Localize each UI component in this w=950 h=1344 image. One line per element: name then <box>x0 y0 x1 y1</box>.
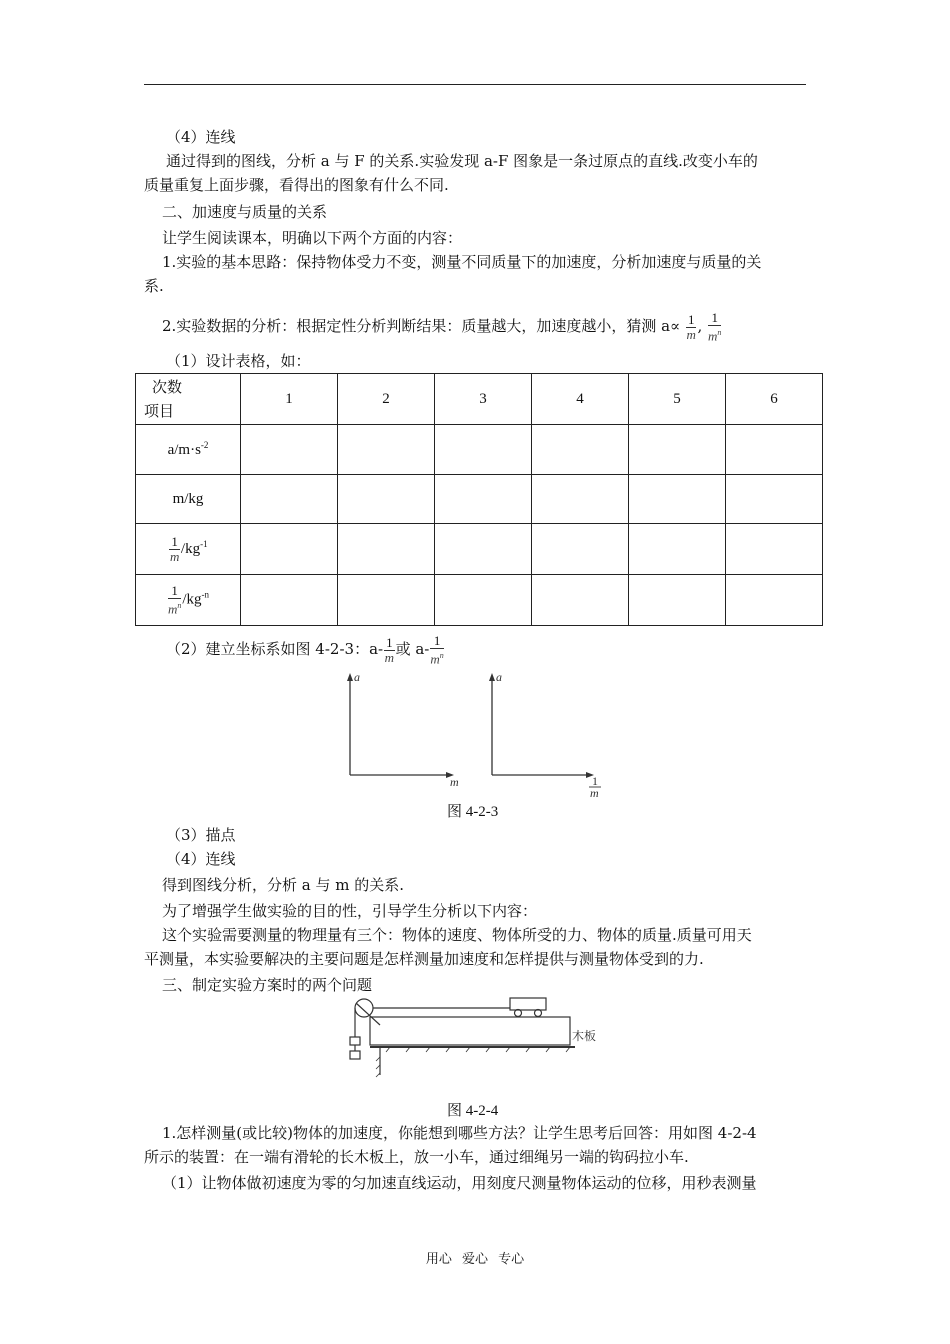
para-line: 质量重复上面步骤，看得出的图象有什么不同. <box>144 176 449 194</box>
row-header-inverse-mass-n: $\frac{1}{m^n}$ $/kg^{-n}$ <box>136 575 241 626</box>
table-cell <box>241 524 338 575</box>
fraction-1-over-m: $\frac{1}{m}$ <box>384 634 395 665</box>
x-axis-label: m <box>450 775 459 789</box>
table-cell <box>726 425 823 475</box>
table-cell <box>532 425 629 475</box>
table-cell <box>435 425 532 475</box>
row-header-acceleration: $a/m\cdot s^{-2}$ <box>136 425 241 475</box>
section-heading: 二、加速度与质量的关系 <box>162 203 328 221</box>
table-cell <box>435 575 532 626</box>
row-header-inverse-mass: $\frac{1}{m}$ $/kg^{-1}$ <box>136 524 241 575</box>
y-axis-label: a <box>496 670 502 684</box>
para-line: （1）让物体做初速度为零的匀加速直线运动，用刻度尺测量物体运动的位移，用秒表测量 <box>162 1174 757 1192</box>
para-line: 平测量，本实验要解决的主要问题是怎样测量加速度和怎样提供与测量物体受到的力. <box>144 950 704 968</box>
hypothesis-line: 2.实验数据的分析：根据定性分析判断结果：质量越大，加速度越小，猜测 a∝ $\frac{1}{m}$ , $\frac{1}{m^n}$ <box>162 310 722 344</box>
table-cell <box>338 575 435 626</box>
table-corner-header: 次数 项目 <box>136 374 241 425</box>
y-axis-label: a <box>354 670 360 684</box>
table-cell <box>726 475 823 524</box>
column-header: 1 <box>241 374 338 425</box>
hypothesis-text: 2.实验数据的分析：根据定性分析判断结果：质量越大，加速度越小，猜测 a∝ <box>162 317 681 336</box>
para-line: 得到图线分析，分析 a 与 m 的关系. <box>162 876 405 894</box>
column-header: 5 <box>629 374 726 425</box>
para-line: 让学生阅读课本，明确以下两个方面的内容： <box>162 229 463 247</box>
figure-caption: 图 4-2-4 <box>447 1103 499 1119</box>
board-label: 木板 <box>572 1029 597 1043</box>
para-line: 系. <box>144 277 164 295</box>
table-cell <box>629 575 726 626</box>
para-line: （4）连线 <box>166 850 236 868</box>
apparatus-figure <box>340 995 620 1085</box>
table-cell <box>435 475 532 524</box>
pulley <box>355 999 373 1017</box>
row-header-mass: m/kg <box>136 475 241 524</box>
axis-graph-a-inverse-m <box>489 670 601 800</box>
para-line: （3）描点 <box>166 826 236 844</box>
column-header: 2 <box>338 374 435 425</box>
section-heading: 三、制定实验方案时的两个问题 <box>162 976 373 994</box>
para-line: 为了增强学生做实验的目的性，引导学生分析以下内容： <box>162 902 538 920</box>
table-cell <box>629 425 726 475</box>
para-line: 所示的装置：在一端有滑轮的长木板上，放一小车，通过细绳另一端的钩码拉小车. <box>144 1148 689 1166</box>
para-line: （4）连线 <box>166 128 236 146</box>
para-line: 通过得到的图线，分析 a 与 F 的关系.实验发现 a-F 图象是一条过原点的直线.改变小车的 <box>166 152 758 170</box>
table-cell <box>338 524 435 575</box>
column-header: 4 <box>532 374 629 425</box>
header-rule <box>144 84 806 85</box>
axes-figure <box>330 665 620 805</box>
figure-caption: 图 4-2-3 <box>447 804 499 820</box>
data-table <box>135 373 823 626</box>
para-line: （1）设计表格，如： <box>166 352 311 370</box>
para-line: 这个实验需要测量的物理量有三个：物体的速度、物体所受的力、物体的质量.质量可用天 <box>162 926 752 944</box>
table-cell <box>338 475 435 524</box>
fraction-1-over-m-n: $\frac{1}{m^n}$ <box>430 633 444 667</box>
table-cell <box>241 575 338 626</box>
hook-weight <box>350 1037 360 1045</box>
table-cell <box>532 524 629 575</box>
x-axis-label-numerator: 1 <box>592 774 598 788</box>
table-cell <box>435 524 532 575</box>
fraction-1-over-m-n: $\frac{1}{m^n}$ <box>708 310 722 344</box>
page-footer: 用心 爱心 专心 <box>425 1252 525 1267</box>
table-cell <box>532 475 629 524</box>
table-cell <box>241 425 338 475</box>
x-axis-label-denominator: m <box>590 786 599 800</box>
wooden-board <box>370 1017 570 1045</box>
table-cell <box>532 575 629 626</box>
cart <box>510 998 546 1010</box>
para-line: 1.怎样测量(或比较)物体的加速度，你能想到哪些方法？让学生思考后回答：用如图 4-2-4 <box>162 1124 757 1142</box>
column-header: 3 <box>435 374 532 425</box>
table-cell <box>629 475 726 524</box>
table-cell <box>629 524 726 575</box>
table-cell <box>726 524 823 575</box>
fraction-1-over-m: $\frac{1}{m}$ <box>686 311 696 342</box>
table-cell <box>726 575 823 626</box>
axis-graph-a-m <box>347 670 459 789</box>
para-line: 1.实验的基本思路：保持物体受力不变，测量不同质量下的加速度，分析加速度与质量的关 <box>162 253 762 271</box>
column-header: 6 <box>726 374 823 425</box>
table-cell <box>338 425 435 475</box>
table-cell <box>241 475 338 524</box>
hook-weight <box>350 1051 360 1059</box>
coordinate-line: （2）建立坐标系如图 4-2-3：a- $\frac{1}{m}$ 或 a- $\frac{1}{m^n}$ <box>166 633 444 667</box>
